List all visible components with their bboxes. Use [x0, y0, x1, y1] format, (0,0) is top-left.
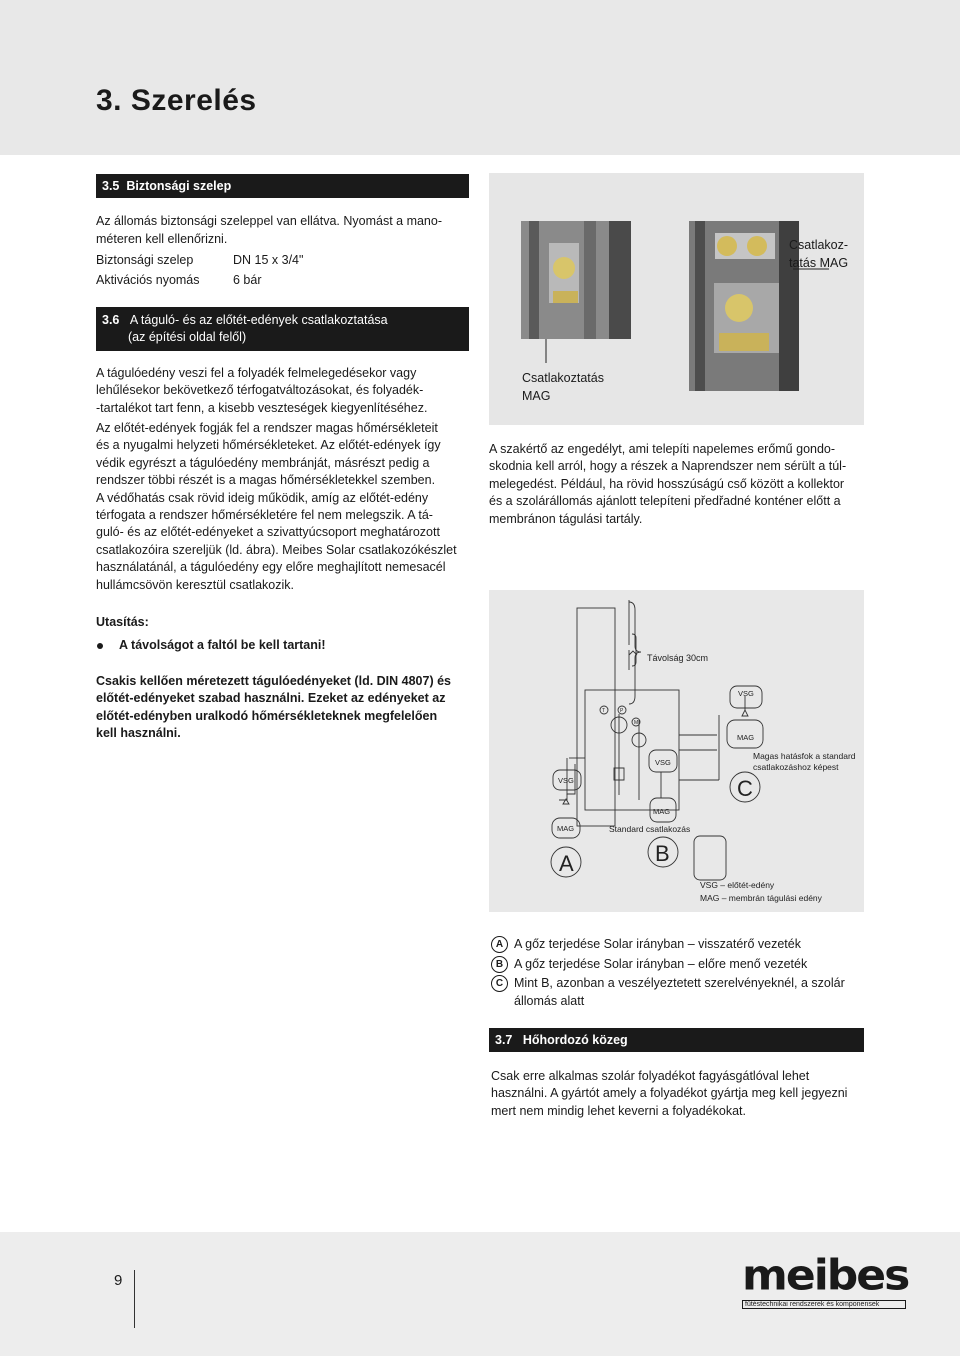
text-line: Csak erre alkalmas szolár folyadékot fagyásgátlóval lehet: [491, 1069, 810, 1083]
vsg-label-top: VSG: [738, 689, 754, 698]
text-line: guló- és az előtét-edényeket a szivattyúcsoport meghatározott: [96, 525, 440, 540]
legend-badge-c: C: [491, 975, 508, 992]
section-37-number: 3.7: [495, 1033, 513, 1047]
text-line: lehűlésekor bekövetkező térfogatváltozásokat, és folyadék-: [96, 383, 424, 398]
text-line: A szakértő az engedélyt, ami telepíti napelemes erőmű gondo-: [489, 442, 836, 456]
text-line: -tartalékot tart fenn, a kisebb veszteségek kiegyenlítéséhez.: [96, 400, 428, 415]
section-37-heading: Hőhordozó közeg: [522, 1033, 628, 1047]
spec-value-activation-pressure: 6 bár: [233, 273, 262, 287]
logo-wordmark: meibes: [742, 1251, 909, 1300]
section-36-paragraph-1: [96, 365, 469, 417]
connection-schematic: [489, 590, 864, 912]
text-line: membránon tágulási tartály.: [489, 511, 643, 526]
text-line: és a nyugalmi helyzeti hőmérsékleteket. Az előtét-edények így: [96, 438, 441, 453]
text-line: használatánál, a tágulóedény egy előre meghajlított nemesacél: [96, 560, 446, 575]
text-line: hullámcsövön keresztül csatlakozik.: [96, 577, 294, 592]
gauge-m-label: M: [634, 720, 639, 726]
legend-badge-b: B: [491, 956, 508, 973]
bullet-icon: [97, 643, 103, 649]
label-b: Standard csatlakozás: [609, 824, 691, 834]
letter-a: A: [559, 851, 574, 876]
spec-label-safety-valve: Biztonsági szelep: [96, 253, 194, 267]
text-line: skodnia kell arról, hogy a részek a Naprendszer nem sérült a túl-: [489, 459, 847, 474]
text-line: A védőhatás csak rövid ideig működik, amíg az előtét-edény: [96, 490, 429, 505]
header-band: [0, 0, 960, 155]
photo-label-right-line-1: Csatlakoz-: [789, 238, 849, 252]
section-35-intro-line-2: méteren kell ellenőrizni.: [96, 232, 228, 246]
label-c-line-2: csatlakozáshoz képest: [753, 762, 839, 772]
legend-text-c-continued: állomás alatt: [514, 994, 585, 1008]
vsg-label-middle: VSG: [655, 758, 671, 767]
instructions-bullet-text: A távolságot a faltól be kell tartani!: [119, 638, 326, 652]
text-line: Csakis kellően méretezett tágulóedényeket (ld. DIN 4807) és: [96, 674, 451, 688]
section-36-number: 3.6: [102, 313, 120, 327]
text-line: védik egyrészt a tágulóedény membránját, másrészt pedig a: [96, 455, 430, 470]
section-36-heading-line-2: (az építési oldal felől): [128, 330, 247, 344]
section-35-heading-bar: [96, 174, 469, 198]
section-37-heading-bar: [489, 1028, 864, 1052]
page-number: 9: [114, 1272, 123, 1289]
text-line: térfogata a rendszer hőmérsékletére fel nem melegszik. A tá-: [96, 508, 433, 523]
legend-text-a: A gőz terjedése Solar irányban – visszatérő vezeték: [514, 937, 801, 951]
instructions-bold-paragraph: [96, 673, 469, 743]
letter-c: C: [737, 776, 753, 801]
footer-divider: [134, 1270, 135, 1328]
section-36-heading-line-1: A táguló- és az előtét-edények csatlakoztatása: [129, 313, 388, 327]
page-title: 3. Szerelés: [96, 84, 257, 117]
photo-label-left-line-2: MAG: [522, 389, 551, 403]
letter-b: B: [655, 841, 670, 866]
gauge-t-label: T: [602, 708, 606, 714]
text-line: mert nem mindig lehet keverni a folyadékokat.: [491, 1103, 746, 1118]
logo-tagline: fűtéstechnikai rendszerek és komponensek: [742, 1300, 906, 1309]
label-c-line-1: Magas hatásfok a standard: [753, 751, 856, 761]
mag-label-middle: MAG: [653, 807, 671, 816]
section-36-heading-bar: [96, 307, 469, 351]
photo-label-right-line-2: tatás MAG: [789, 256, 849, 270]
meibes-logo: [742, 1251, 912, 1314]
legend-text-c: Mint B, azonban a veszélyeztetett szerelvényeknél, a szolár: [514, 976, 845, 990]
section-35-heading: Biztonsági szelep: [126, 179, 232, 193]
text-line: A tágulóedény veszi fel a folyadék felmelegedésekor vagy: [96, 366, 417, 380]
instructions-label: Utasítás:: [96, 615, 149, 629]
section-35-intro-line-1: Az állomás biztonsági szeleppel van ellátva. Nyomást a mano-: [96, 214, 443, 228]
distance-label: Távolság 30cm: [647, 653, 709, 663]
text-line: használni. A gyártót amely a folyadékot gyártja meg kell jegyezni: [491, 1086, 848, 1101]
text-line: előtét-edényeket szabad használni. Ezeket az edényeket az: [96, 691, 446, 706]
mag-label-left: MAG: [557, 824, 575, 833]
legend-mag: MAG – membrán tágulási edény: [700, 893, 822, 903]
text-line: rendszer többi részét is a magas hőmérsékletekkel szemben.: [96, 473, 436, 488]
text-line: és a szolárállomás ajánlott telepíteni předřadné konténer előtt a: [489, 494, 841, 509]
text-line: előtét-edényben uralkodó hőmérsékleteknek megfelelően: [96, 708, 438, 723]
vsg-label-left: VSG: [558, 776, 574, 785]
text-line: Az előtét-edények fogják fel a rendszer magas hőmérsékleteit: [96, 421, 438, 435]
section-37-paragraph: [491, 1068, 864, 1120]
pump-station-photo: [489, 173, 864, 425]
gauge-p-label: P: [620, 708, 624, 714]
legend-vsg: VSG – előtét-edény: [700, 880, 775, 890]
spec-label-activation-pressure: Aktivációs nyomás: [96, 273, 200, 287]
mag-label-top: MAG: [737, 733, 755, 742]
legend-badge-a: A: [491, 936, 508, 953]
text-line: csatlakozóira szereljük (ld. ábra). Meibes Solar csatlakozókészlet: [96, 542, 457, 557]
text-line: kell használni.: [96, 726, 181, 741]
spec-value-safety-valve: DN 15 x 3/4": [233, 253, 304, 267]
right-column-paragraph: [489, 441, 867, 528]
photo-label-left-line-1: Csatlakoztatás: [522, 371, 604, 385]
connection-diagram: [489, 590, 864, 912]
text-line: melegedést. Például, ha rövid hosszúságú cső között a kollektor: [489, 476, 845, 491]
section-35-number: 3.5: [102, 179, 120, 193]
section-36-paragraph-2: [96, 420, 469, 594]
pump-station-illustration: [489, 173, 864, 425]
legend-text-b: A gőz terjedése Solar irányban – előre menő vezeték: [514, 957, 808, 971]
